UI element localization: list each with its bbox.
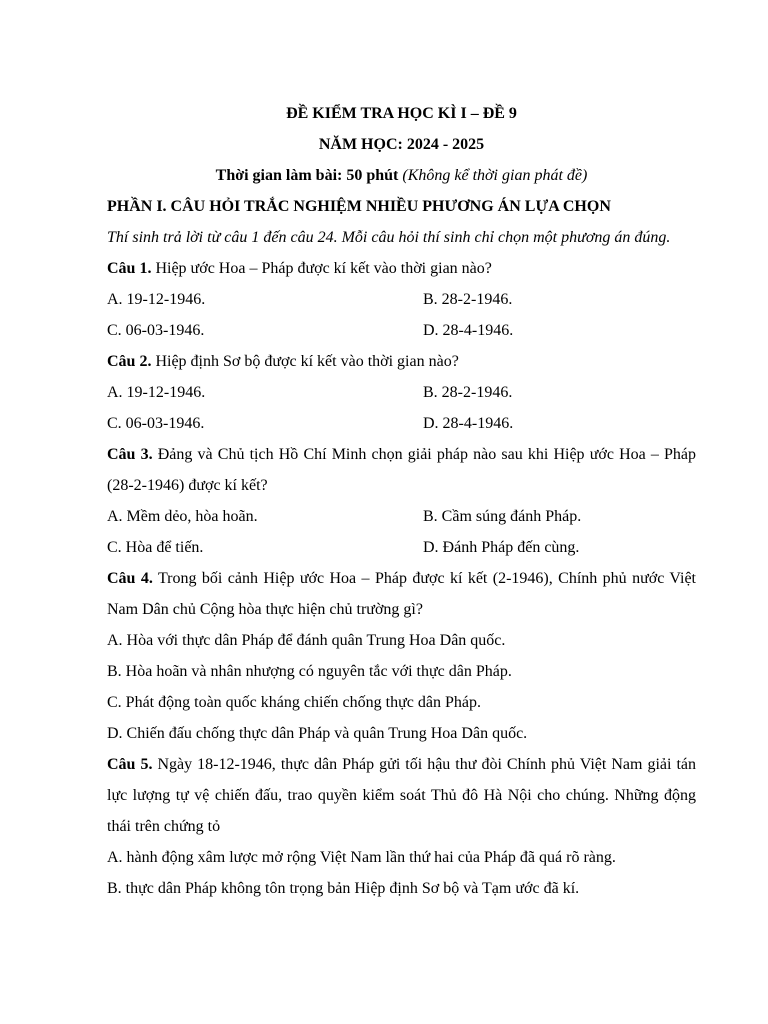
options-row bbox=[107, 377, 696, 408]
time-note: (Không kể thời gian phát đề) bbox=[402, 167, 588, 184]
option-b: B. Cầm súng đánh Pháp. bbox=[423, 508, 582, 525]
question-text: Trong bối cảnh Hiệp ước Hoa – Pháp được kí kết (2-1946), Chính phủ nước Việt Nam Dân chủ Cộng hòa thực hiện chủ trường gì? bbox=[107, 570, 697, 618]
section-instruction: Thí sinh trả lời từ câu 1 đến câu 24. Mỗi câu hỏi thí sinh chỉ chọn một phương án đúng. bbox=[107, 229, 671, 246]
option-d: D. 28-4-1946. bbox=[423, 322, 514, 339]
option-c: C. 06-03-1946. bbox=[107, 415, 205, 432]
question-4 bbox=[107, 563, 696, 625]
option-d: D. Chiến đấu chống thực dân Pháp và quân Trung Hoa Dân quốc. bbox=[107, 725, 528, 742]
options-row bbox=[107, 532, 696, 563]
question-2 bbox=[107, 346, 696, 377]
question-text: Đảng và Chủ tịch Hồ Chí Minh chọn giải pháp nào sau khi Hiệp ước Hoa – Pháp (28-2-1946) được kí kết? bbox=[107, 446, 697, 494]
question-label: Câu 3. bbox=[107, 446, 153, 463]
option-a: A. 19-12-1946. bbox=[107, 384, 206, 401]
option-b: B. 28-2-1946. bbox=[423, 384, 513, 401]
option-c: C. Phát động toàn quốc kháng chiến chống thực dân Pháp. bbox=[107, 694, 481, 711]
option-d: D. 28-4-1946. bbox=[423, 415, 514, 432]
question-label: Câu 4. bbox=[107, 570, 153, 587]
question-text: Hiệp ước Hoa – Pháp được kí kết vào thời gian nào? bbox=[151, 260, 492, 277]
question-text: Hiệp định Sơ bộ được kí kết vào thời gian nào? bbox=[151, 353, 459, 370]
option-d: D. Đánh Pháp đến cùng. bbox=[423, 539, 580, 556]
option-a: A. 19-12-1946. bbox=[107, 291, 206, 308]
option-c: C. Hòa để tiến. bbox=[107, 539, 204, 556]
options-row bbox=[107, 315, 696, 346]
options-row bbox=[107, 408, 696, 439]
school-year: NĂM HỌC: 2024 - 2025 bbox=[318, 136, 485, 153]
question-5 bbox=[107, 749, 696, 842]
question-label: Câu 5. bbox=[107, 756, 153, 773]
option-b: B. 28-2-1946. bbox=[423, 291, 513, 308]
time-label: Thời gian làm bài: 50 phút bbox=[215, 167, 399, 184]
question-1 bbox=[107, 253, 696, 284]
question-label: Câu 2. bbox=[107, 353, 152, 370]
option-a: A. hành động xâm lược mở rộng Việt Nam lần thứ hai của Pháp đã quá rõ ràng. bbox=[107, 849, 616, 866]
question-text: Ngày 18-12-1946, thực dân Pháp gửi tối hậu thư đòi Chính phủ Việt Nam giải tán lực lượng tự vệ chiến đấu, trao quyền kiểm soát Thủ đô Hà Nội cho chúng. Những động thái trên chứng tỏ bbox=[107, 756, 697, 835]
option-a: A. Hòa với thực dân Pháp để đánh quân Trung Hoa Dân quốc. bbox=[107, 632, 506, 649]
options-row bbox=[107, 501, 696, 532]
question-3 bbox=[107, 439, 696, 501]
exam-title: ĐỀ KIỂM TRA HỌC KÌ I – ĐỀ 9 bbox=[286, 105, 517, 122]
time-line bbox=[107, 160, 696, 191]
exam-page bbox=[107, 98, 696, 904]
option-c: C. 06-03-1946. bbox=[107, 322, 205, 339]
option-b: B. thực dân Pháp không tôn trọng bản Hiệp định Sơ bộ và Tạm ước đã kí. bbox=[107, 880, 580, 897]
option-a: A. Mềm dẻo, hòa hoãn. bbox=[107, 508, 258, 525]
option-b: B. Hòa hoãn và nhân nhượng có nguyên tắc với thực dân Pháp. bbox=[107, 663, 512, 680]
question-label: Câu 1. bbox=[107, 260, 152, 277]
options-row bbox=[107, 284, 696, 315]
section-heading: PHẦN I. CÂU HỎI TRẮC NGHIỆM NHIỀU PHƯƠNG ÁN LỰA CHỌN bbox=[107, 198, 611, 215]
